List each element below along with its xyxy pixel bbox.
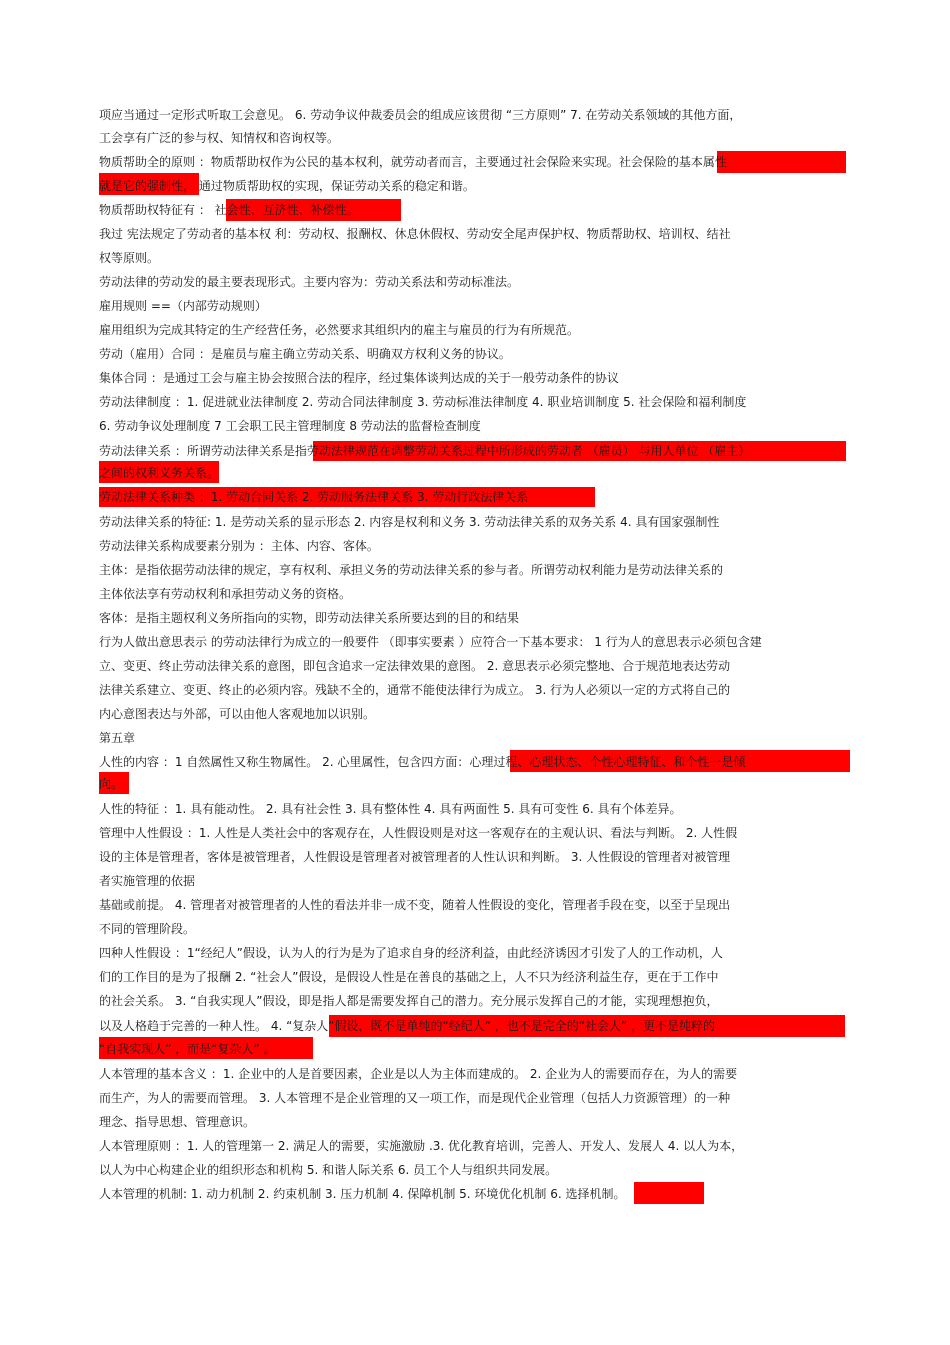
text-line: 权等原则。	[99, 251, 160, 265]
highlight-block	[717, 151, 846, 173]
text-line: 们的工作目的是为了报酬 2. “社会人”假设，是假设人性是在善良的基础之上，人不只为经济利益生存，更在于工作中	[99, 970, 719, 984]
text-line: 就是它的强制性， 通过物质帮助权的实现，保证劳动关系的稳定和谐。	[99, 179, 475, 193]
text-line: 劳动法律关系种类 ：1. 劳动合同关系 2. 劳动服务法律关系 3. 劳动行政法律关系	[99, 490, 529, 504]
text-line: 设的主体是管理者，客体是被管理者，人性假设是管理者对被管理者的人性认识和判断。 3. 人性假设的管理者对被管理	[99, 850, 731, 864]
text-line: 人本管理原则 ：1. 人的管理第一 2. 满足人的需要，实施激励 .3. 优化教育培训，完善人、开发人、发展人 4. 以人为本，	[99, 1139, 744, 1153]
text-line: 劳动（雇用）合同 ：是雇员与雇主确立劳动关系、明确双方权利义务的协议。	[99, 347, 511, 361]
text-line: 理念、指导思想、管理意识。	[99, 1115, 256, 1129]
text-line: 行为人做出意思表示 的劳动法律行为成立的一般要件 （即事实要素 ）应符合一下基本要求： 1 行为人的意思表示必须包含建	[99, 635, 762, 649]
text-line: 主体依法享有劳动权利和承担劳动义务的资格。	[99, 587, 352, 601]
text-line: “自我实现人” ，而是“复杂人” 。	[99, 1042, 276, 1056]
text-line: 基础或前提。 4. 管理者对被管理者的人性的看法并非一成不变，随着人性假设的变化，管理者手段在变，以至于呈现出	[99, 898, 731, 912]
chapter-heading: 第五章	[99, 731, 136, 745]
text-line: 之间的权利义务关系。	[99, 466, 220, 480]
text-line: 以人为中心构建企业的组织形态和机构 5. 和谐人际关系 6. 员工个人与组织共同发展。	[99, 1163, 558, 1177]
text-line: 客体：是指主题权利义务所指向的实物，即劳动法律关系所要达到的目的和结果	[99, 611, 520, 625]
text-line: 人性的特征 ：1. 具有能动性。 2. 具有社会性 3. 具有整体性 4. 具有两面性 5. 具有可变性 6. 具有个体差异。	[99, 802, 682, 816]
text-line: 雇用规则 ==（内部劳动规则）	[99, 299, 267, 313]
text-line: 劳动法律制度 ：1. 促进就业法律制度 2. 劳动合同法律制度 3. 劳动标准法律制度 4. 职业培训制度 5. 社会保险和福利制度	[99, 395, 747, 409]
text-line: 不同的管理阶段。	[99, 922, 196, 936]
text-line: 向。	[99, 777, 124, 791]
text-line: 物质帮助权特征有 ： 社会性、互济性、补偿性。	[99, 203, 359, 217]
text-line: 6. 劳动争议处理制度 7 工会职工民主管理制度 8 劳动法的监督检查制度	[99, 419, 481, 433]
text-line: 法律关系建立、变更、终止的必须内容。残缺不全的，通常不能使法律行为成立。 3. 行为人必须以一定的方式将自己的	[99, 683, 731, 697]
text-line: 雇用组织为完成其特定的生产经营任务，必然要求其组织内的雇主与雇员的行为有所规范。	[99, 323, 580, 337]
text-line: 劳动法律关系构成要素分别为 ：主体、内容、客体。	[99, 539, 379, 553]
text-line: 工会享有广泛的参与权、知情权和咨询权等。	[99, 131, 340, 145]
text-line: 以及人格趋于完善的一种人性。 4. “复杂人”假设，既不是单纯的“经纪人” ，也不是完全的“社会人” ，更不是纯粹的	[99, 1019, 716, 1033]
text-line: 项应当通过一定形式听取工会意见。 6. 劳动争议仲裁委员会的组成应该贯彻 “三方原则” 7. 在劳动关系领域的其他方面，	[99, 108, 742, 122]
text-line: 而生产，为人的需要而管理。 3. 人本管理不是企业管理的又一项工作，而是现代企业管理（包括人力资源管理）的一种	[99, 1091, 731, 1105]
text-line: 四种人性假设 ：1“经纪人”假设，认为人的行为是为了追求自身的经济利益，由此经济诱因才引发了人的工作动机，人	[99, 946, 723, 960]
text-line: 劳动法律关系的特征: 1. 是劳动关系的显示形态 2. 内容是权利和义务 3. 劳动法律关系的双务关系 4. 具有国家强制性	[99, 515, 720, 529]
text-line: 人性的内容 ：1 自然属性又称生物属性。 2. 心里属性，包含四方面：心理过程、心理状态、个性心理特征、和个性一是倾	[99, 755, 746, 769]
text-line: 物质帮助全的原则 ：物质帮助权作为公民的基本权利，就劳动者而言，主要通过社会保险来实现。社会保险的基本属性	[99, 155, 727, 169]
text-line: 人本管理的机制: 1. 动力机制 2. 约束机制 3. 压力机制 4. 保障机制 5. 环境优化机制 6. 选择机制。	[99, 1187, 626, 1201]
text-line: 主体：是指依据劳动法律的规定，享有权利、承担义务的劳动法律关系的参与者。所谓劳动权利能力是劳动法律关系的	[99, 563, 724, 577]
text-line: 者实施管理的依据	[99, 874, 196, 888]
text-line: 立、变更、终止劳动法律关系的意图，即包含追求一定法律效果的意图。 2. 意思表示必须完整地、合于规范地表达劳动	[99, 659, 731, 673]
text-line: 的社会关系。 3. “自我实现人”假设，即是指人都是需要发挥自己的潜力。充分展示发挥自己的才能，实现理想抱负，	[99, 994, 719, 1008]
highlight-block	[634, 1182, 704, 1204]
text-line: 劳动法律关系 ：所谓劳动法律关系是指劳动法律规范在调整劳动关系过程中所形成的劳动者 （雇员） 与用人单位 （雇主）	[99, 444, 751, 458]
text-line: 劳动法律的劳动发的最主要表现形式。主要内容为：劳动关系法和劳动标准法。	[99, 275, 520, 289]
text-line: 管理中人性假设 ：1. 人性是人类社会中的客观存在，人性假设则是对这一客观存在的主观认识、看法与判断。 2. 人性假	[99, 826, 738, 840]
text-line: 我过 宪法规定了劳动者的基本权 利：劳动权、报酬权、休息休假权、劳动安全尾声保护权、物质帮助权、培训权、结社	[99, 227, 731, 241]
text-line: 人本管理的基本含义 ：1. 企业中的人是首要因素，企业是以人为主体而建成的。 2. 企业为人的需要而存在，为人的需要	[99, 1067, 738, 1081]
text-line: 集体合同 ：是通过工会与雇主协会按照合法的程序，经过集体谈判达成的关于一般劳动条件的协议	[99, 371, 619, 385]
text-line: 内心意图表达与外部，可以由他人客观地加以识别。	[99, 707, 376, 721]
